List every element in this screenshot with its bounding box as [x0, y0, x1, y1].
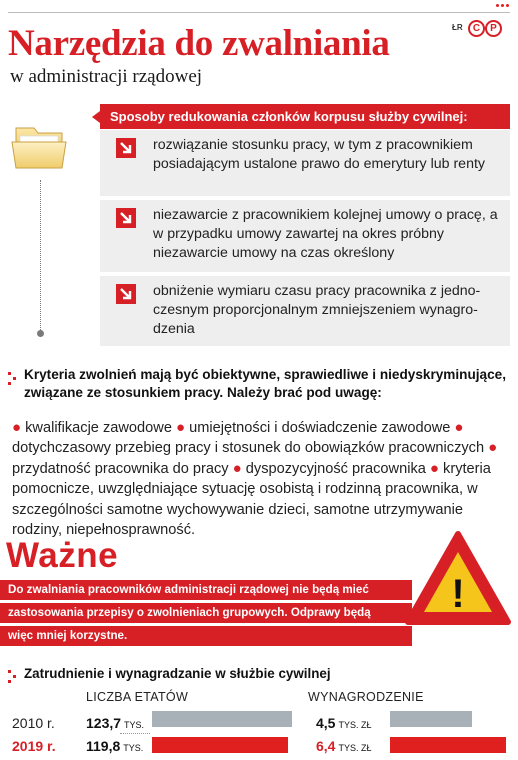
- bullet-dot-icon: ●: [232, 459, 242, 477]
- dotted-leader: [120, 733, 150, 734]
- method-text: rozwiązanie stosunku pracy, w tym z pracownikiem posiadającym ustalone prawo do emerytury lub renty: [153, 137, 485, 172]
- method-text: niezawarcie z pracownikiem kolejnej umowy o pracę, a w przypadku umowy zawartej na okres próbny niezawarcie umowy na czas określony: [153, 207, 498, 261]
- bullet-dot-icon: ●: [12, 419, 22, 436]
- method-text: obniżenie wymiaru czasu pracy pracownika z jedno-czesnym proporcjonalnym zmniejszeniem wynagro-dzenia: [153, 283, 481, 337]
- timeline-end-dot: [37, 330, 44, 337]
- folder-icon: [10, 118, 72, 176]
- bullet-dot-icon: ●: [454, 419, 464, 436]
- section-marker-icon: [8, 670, 20, 684]
- publisher-logo: [452, 18, 512, 40]
- jobs-number: 119,8: [86, 738, 121, 754]
- bullet-dot-icon: ●: [488, 439, 498, 457]
- jobs-number: 123,7: [86, 715, 122, 731]
- important-heading: Ważne: [6, 536, 119, 575]
- criteria-title: Kryteria zwolnień mają być obiektywne, sprawiedliwe i niedyskryminujące, związane ze stosunkiem pracy. Należy brać pod uwagę:: [24, 367, 507, 400]
- author-credit: ŁR: [452, 23, 463, 32]
- salary-unit: TYS. ZŁ: [338, 720, 372, 730]
- year-label-2010: 2010 r.: [12, 715, 55, 731]
- logo-letter-p: P: [485, 20, 502, 37]
- methods-heading: Sposoby redukowania członków korpusu służby cywilnej:: [100, 104, 510, 129]
- method-item-2: [100, 200, 510, 272]
- criteria-item: kryteria pomocnicze, uwzględniające sytuację osobistą i rodzinną pracownika, w szczególności samotne wychowywanie dzieci, samotne utrzymywanie rodziny, niepełnosprawność.: [12, 460, 491, 539]
- bullet-dot-icon: ●: [429, 459, 439, 477]
- criteria-item: przydatność pracownika do pracy: [12, 460, 229, 477]
- salary-bar-2019: [390, 737, 506, 753]
- jobs-column-header: LICZBA ETATÓW: [86, 690, 189, 704]
- arrow-down-right-icon: [116, 284, 136, 304]
- salary-column-header: WYNAGRODZENIE: [308, 690, 424, 704]
- jobs-unit: TYS.: [124, 720, 145, 730]
- bullet-dot-icon: ●: [176, 419, 186, 436]
- criteria-item: dotychczasowy przebieg pracy i stosunek do obowiązków pracowniczych: [12, 440, 485, 457]
- top-dots-decoration: [496, 4, 510, 10]
- salary-value-2010: [316, 715, 371, 731]
- warning-symbol: !: [451, 572, 465, 616]
- important-line-1: Do zwalniania pracowników administracji rządowej nie będą mieć: [0, 580, 412, 600]
- method-item-1: [100, 130, 510, 196]
- top-rule: [8, 12, 510, 13]
- salary-bar-2010: [390, 711, 472, 727]
- stats-title: Zatrudnienie i wynagradzanie w służbie cywilnej: [24, 666, 331, 681]
- criteria-item: umiejętności i doświadczenie zawodowe: [189, 420, 451, 436]
- heading-pointer: [92, 111, 100, 123]
- salary-number: 4,5: [316, 715, 336, 731]
- method-item-3: [100, 276, 510, 346]
- warning-triangle-icon: [404, 528, 512, 628]
- arrow-down-right-icon: [116, 138, 136, 158]
- salary-number: 6,4: [316, 738, 336, 754]
- jobs-value-2010: [86, 715, 144, 731]
- page-subtitle: w administracji rządowej: [10, 66, 203, 87]
- timeline-line: [40, 180, 41, 332]
- criteria-list: [12, 418, 512, 540]
- arrow-down-right-icon: [116, 208, 136, 228]
- jobs-bar-2019: [152, 737, 288, 753]
- criteria-item: dyspozycyjność pracownika: [245, 460, 426, 477]
- important-line-2: zastosowania przepisy o zwolnieniach grupowych. Odprawy będą: [0, 603, 412, 623]
- salary-unit: TYS. ZŁ: [338, 743, 372, 753]
- logo-letter-c: C: [468, 20, 485, 37]
- jobs-unit: TYS.: [123, 743, 144, 753]
- jobs-bar-2010: [152, 711, 292, 727]
- important-line-3: więc mniej korzystne.: [0, 626, 412, 646]
- page-title: Narzędzia do zwalniania: [8, 23, 390, 64]
- criteria-item: kwalifikacje zawodowe: [25, 420, 172, 436]
- year-label-2019: 2019 r.: [12, 738, 56, 754]
- salary-value-2019: [316, 738, 371, 754]
- jobs-value-2019: [86, 738, 143, 754]
- section-marker-icon: [8, 372, 20, 386]
